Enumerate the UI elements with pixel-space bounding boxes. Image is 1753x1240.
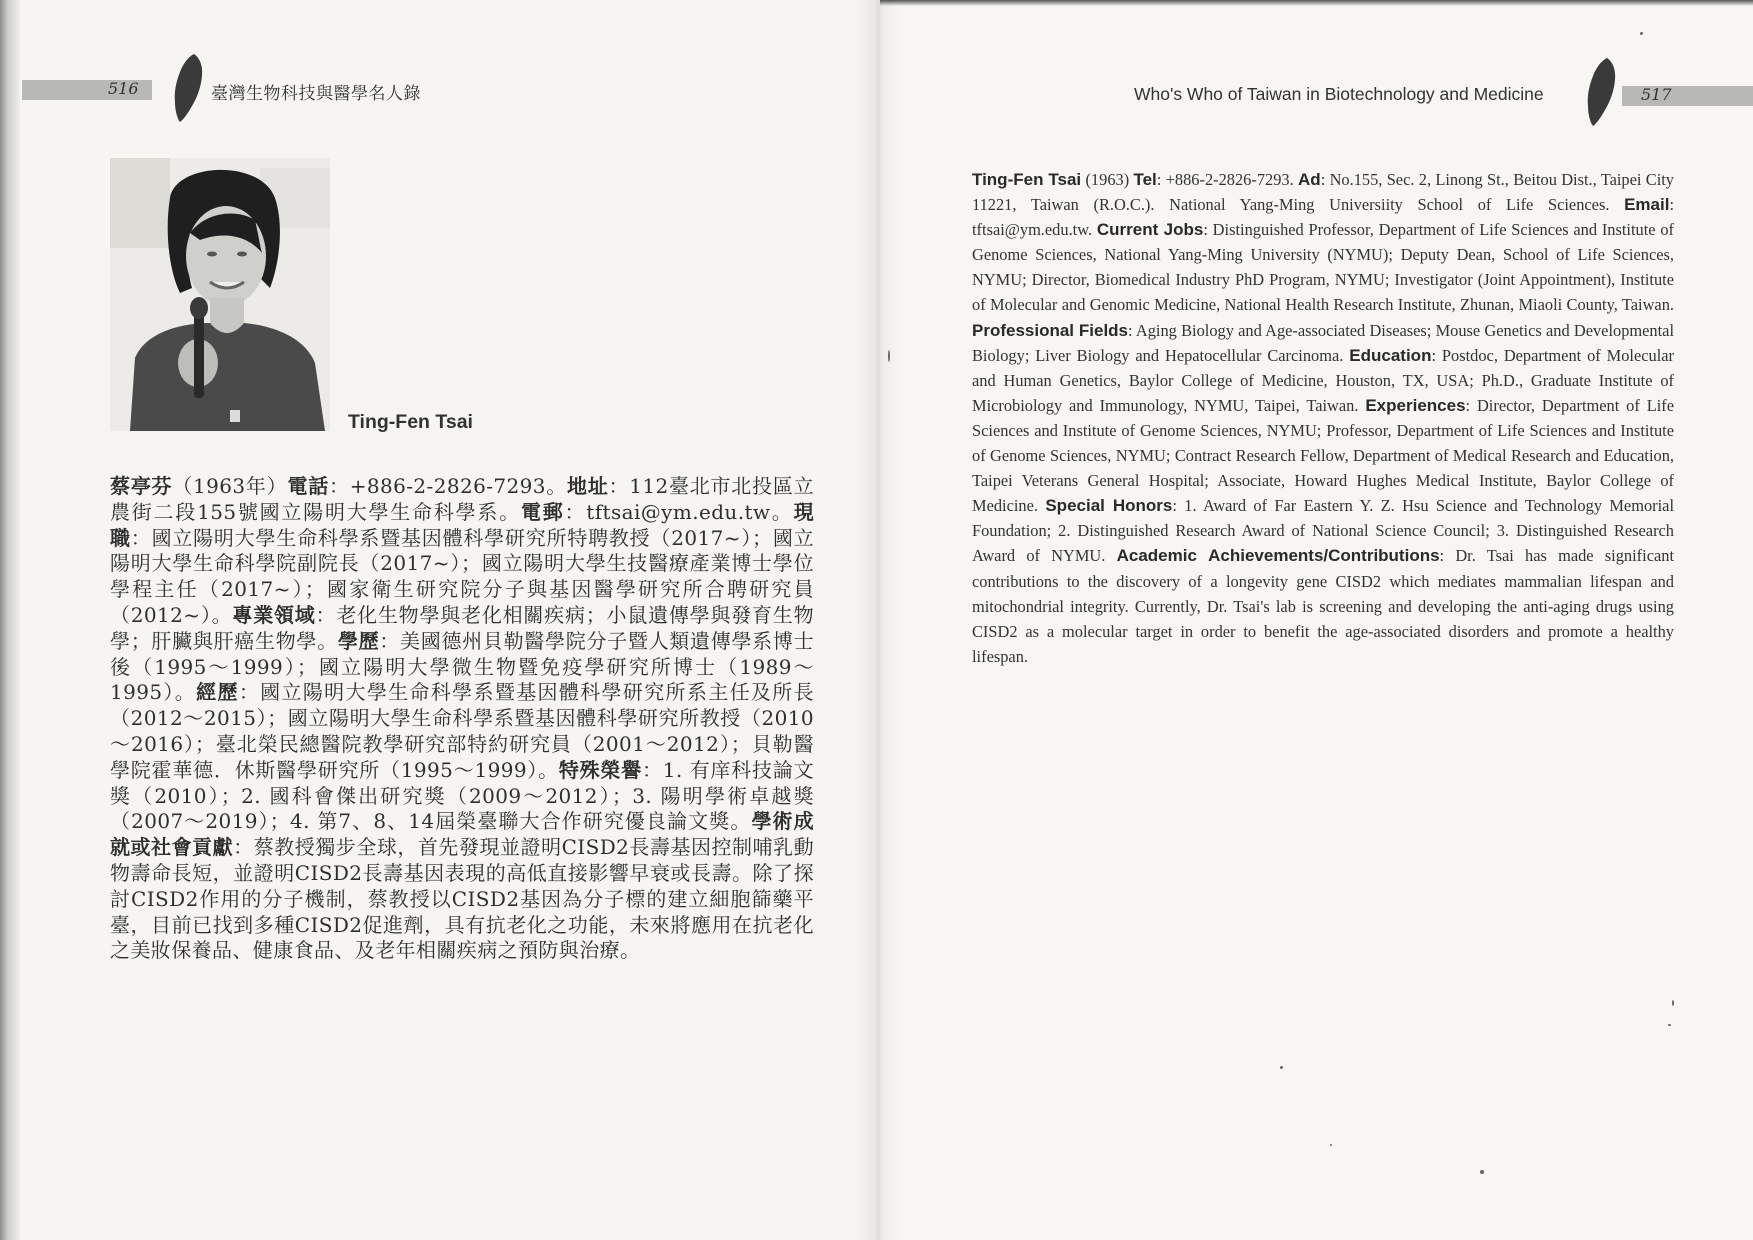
field-label: 電郵 [520,499,565,524]
field-label: Special Honors [1045,496,1173,516]
header-title-right: Who's Who of Taiwan in Biotechnology and Medicine [1134,84,1544,104]
chinese-biography-text [110,474,814,964]
field-label: 學歷 [337,628,380,653]
scan-speck [1668,1024,1671,1026]
field-value: ：國立陽明大學生命科學系暨基因體科學研究所特聘教授（2017~）；國立陽明大學生命科學院副院長（2017~）；國立陽明大學生技醫療產業博士學位學程主任（2017~）；國家衛生研究院分子與基因醫學研究所合聘研究員（2012~）。 [110,525,815,627]
field-value: ：+886-2-2826-7293。 [328,474,567,498]
field-value: : Aging Biology and Age-associated Diseases; Mouse Genetics and Developmental Biology; Liver Biology and Hepatocellular Carcinoma. [972,320,1674,365]
top-edge-shadow [880,0,1753,6]
book-gutter [856,0,900,1240]
scan-speck [1480,1170,1484,1174]
field-label: Email [1624,195,1670,215]
header-title-left: 臺灣生物科技與醫學名人錄 [211,84,421,104]
field-value: ：蔡教授獨步全球，首先發現並證明CISD2長壽基因控制哺乳動物壽命長短，並證明CISD2長壽基因表現的高低直接影響早衰或長壽。除了探討CISD2作用的分子機制，蔡教授以CISD2基因為分子標的建立細胞篩藥平臺，目前已找到多種CISD2促進劑，具有抗老化之功能，未來將應用在抗老化之美妝保養品、健康食品、及老年相關疾病之預防與治療。 [110,835,814,963]
portrait-photo [110,158,330,431]
scan-speck [1280,1066,1283,1069]
scan-speck [888,350,890,362]
field-label: 現職 [110,499,814,550]
field-value: ：老化生物學與老化相關疾病；小鼠遺傳學與發育生物學；肝臟與肝癌生物學。 [110,602,814,653]
field-label: Current Jobs [1096,220,1204,240]
field-label: 特殊榮譽 [558,757,642,782]
scan-speck [1640,32,1643,35]
english-biography-text [972,167,1674,669]
field-label: 地址 [567,474,609,498]
field-label: Professional Fields [972,320,1129,340]
field-label: Academic Achievements/Contributions [1116,546,1440,566]
field-label: 電話 [287,474,329,498]
field-value: ：112臺北市北投區立農街二段155號國立陽明大學生命科學系。 [110,474,814,524]
field-value: : +886-2-2826-7293. [1156,170,1299,189]
field-value: ：1. 有庠科技論文獎（2010）；2. 國科會傑出研究獎（2009～2012）；3. 陽明學術卓越獎（2007～2019）；4. 第7、8、14屆榮臺聯大合作研究優良論文獎。 [110,757,814,834]
field-value: : Director, Department of Life Sciences and Institute of Genome Sciences, NYMU; Professor, Department of Life Sciences and Institute of Genome Sciences, NYMU; Contract Research Fellow, Department of Medical Research and Education, Taipei Veterans General Hospital; Associate, Howard Hughes Medical Institute, Baylor College of Medicine. [972,395,1674,516]
field-value: : No.155, Sec. 2, Linong St., Beitou Dist., Taipei City 11221, Taiwan (R.O.C.). National Yang-Ming Universiity School of Life Sciences. [972,170,1674,215]
field-label: Experiences [1365,395,1466,415]
field-value: : 1. Award of Far Eastern Y. Z. Hsu Science and Technology Memorial Foundation; 2. Distinguished Research Award of National Science Council; 3. Distinguished Research Award of NYMU. [972,496,1674,566]
field-value: ：美國德州貝勒醫學院分子暨人類遺傳學系博士後（1995～1999）；國立陽明大學微生物暨免疫學研究所博士（1989～1995）。 [110,628,814,705]
page-number-right: 517 [1641,85,1672,104]
field-value: : Dr. Tsai has made significant contributions to the discovery of a longevity gene CISD2 which mediates mammalian lifespan and mitochondrial integrity. Currently, Dr. Tsai's lab is screening and developing the anti-aging drugs using CISD2 as a molecular target in order to benefit the age-associated disorders and promote a healthy lifespan. [972,546,1674,666]
field-value: : Postdoc, Department of Molecular and Human Genetics, Baylor College of Medicine, Houston, TX, USA; Ph.D., Graduate Institute of Microbiology and Immunology, NYMU, Taipei, Taiwan. [972,345,1675,415]
field-label: 蔡亭芬 [110,474,173,498]
field-label: 學術成就或社會貢獻 [110,809,815,860]
field-label: 專業領域 [232,602,316,627]
field-label: 經歷 [196,680,239,705]
taiwan-map-icon [1583,56,1619,128]
field-value: : Distinguished Professor, Department of Life Sciences and Institute of Genome Sciences, National Yang-Ming University (NYMU); Deputy Dean, School of Life Sciences, NYMU; Director, Biomedical Industry PhD Program, NYMU; Investigator (Joint Appointment), Institute of Molecular and Genomic Medicine, National Health Research Institute, Zhunan, Miaoli County, Taiwan. [972,220,1674,315]
scan-speck [1672,1000,1674,1006]
field-label: Ad [1298,170,1321,189]
field-label: Ting-Fen Tsai [972,170,1082,189]
field-value: : tftsai@ym.edu.tw. [972,195,1674,240]
field-label: Education [1349,345,1432,365]
page-number-left: 516 [108,79,139,98]
field-value: ：tftsai@ym.edu.tw。 [564,499,794,524]
page-edge-shading [0,0,20,1240]
taiwan-map-icon [170,52,206,124]
photo-caption-name: Ting-Fen Tsai [348,411,473,433]
scan-speck [1330,1144,1332,1146]
field-value: ：國立陽明大學生命科學系暨基因體科學研究所系主任及所長（2012～2015）；國立陽明大學生命科學系暨基因體科學研究所教授（2010～2016）；臺北榮民總醫院教學研究部特約研究員（2001～2012）；貝勒醫學院霍華德．休斯醫學研究所（1995～1999）。 [110,680,814,782]
field-value: （1963年） [172,474,288,498]
field-label: Tel [1133,170,1157,189]
field-value: (1963) [1081,170,1134,189]
